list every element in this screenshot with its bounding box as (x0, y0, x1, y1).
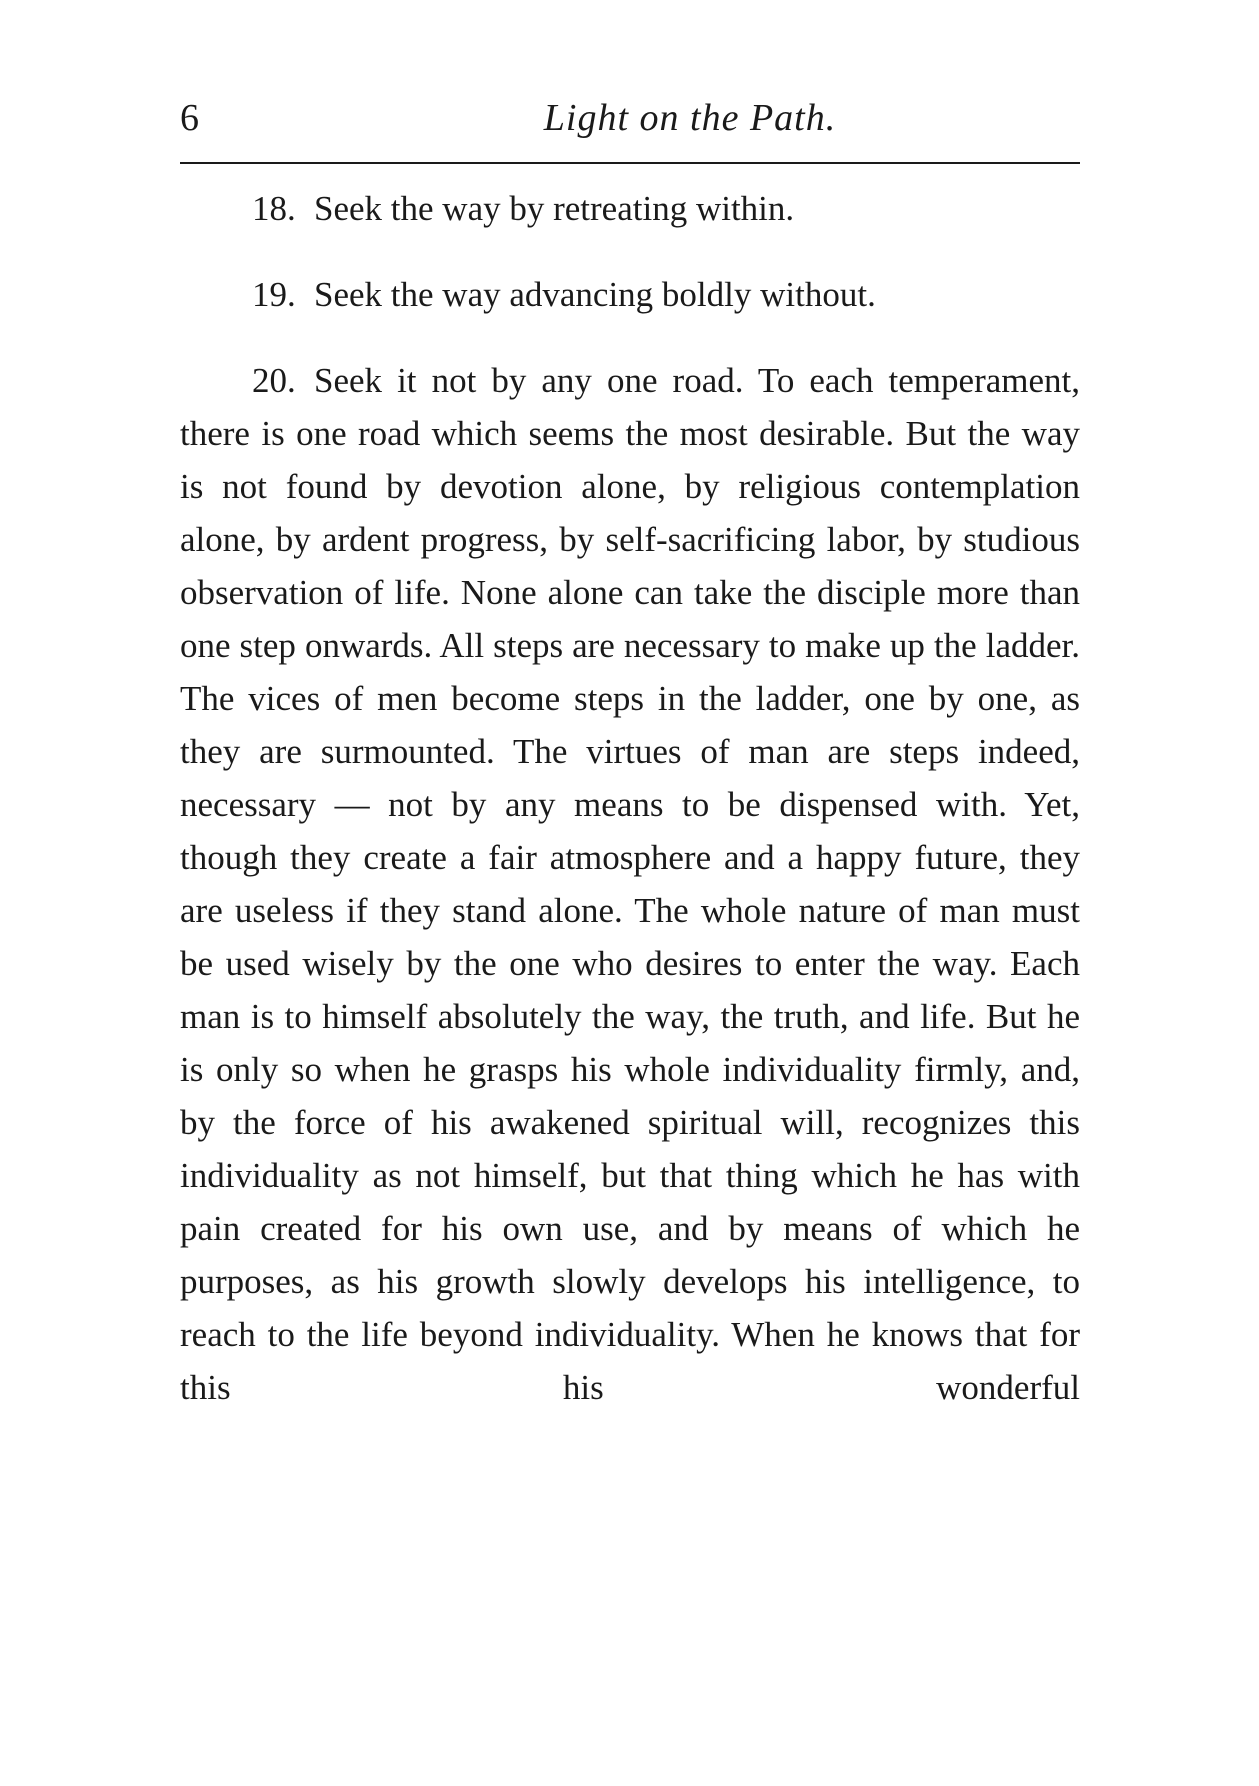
body-text (180, 182, 1080, 1414)
running-title: Light on the Path. (543, 97, 837, 139)
rule-text: Seek the way advancing boldly without. (314, 275, 876, 314)
rule-20 (180, 354, 1080, 1414)
rule-text: Seek the way by retreating within. (314, 189, 795, 228)
rule-text: Seek it not by any one road. To each temperament, there is one road which seems the most desirable. But the way is not found by devotion alone, by religious contemplation alone, by ardent progress, by self-sacrificing labor, by studious observation of life. None alone can take the disciple more than one step onwards. All steps are necessary to make up the ladder. The vices of men become steps in the ladder, one by one, as they are surmounted. The virtues of man are steps indeed, necessary — not by any means to be dispensed with. Yet, though they create a fair atmosphere and a happy future, they are useless if they stand alone. The whole nature of man must be used wisely by the one who desires to enter the way. Each man is to himself absolutely the way, the truth, and life. But he is only so when he grasps his whole individuality firmly, and, by the force of his awakened spiritual will, recognizes this individuality as not himself, but that thing which he has with pain created for his own use, and by means of which he purposes, as his growth slowly develops his intelligence, to reach to the life beyond individuality. When he knows that for this his wonderful (180, 361, 1080, 1407)
rule-18 (180, 182, 1080, 235)
rule-19 (180, 268, 1080, 321)
rule-number: 19. (252, 275, 296, 314)
rule-number: 20. (252, 361, 296, 400)
rule-number: 18. (252, 189, 296, 228)
header-rule (180, 162, 1080, 164)
page-number: 6 (180, 97, 199, 139)
running-head (180, 90, 1080, 146)
